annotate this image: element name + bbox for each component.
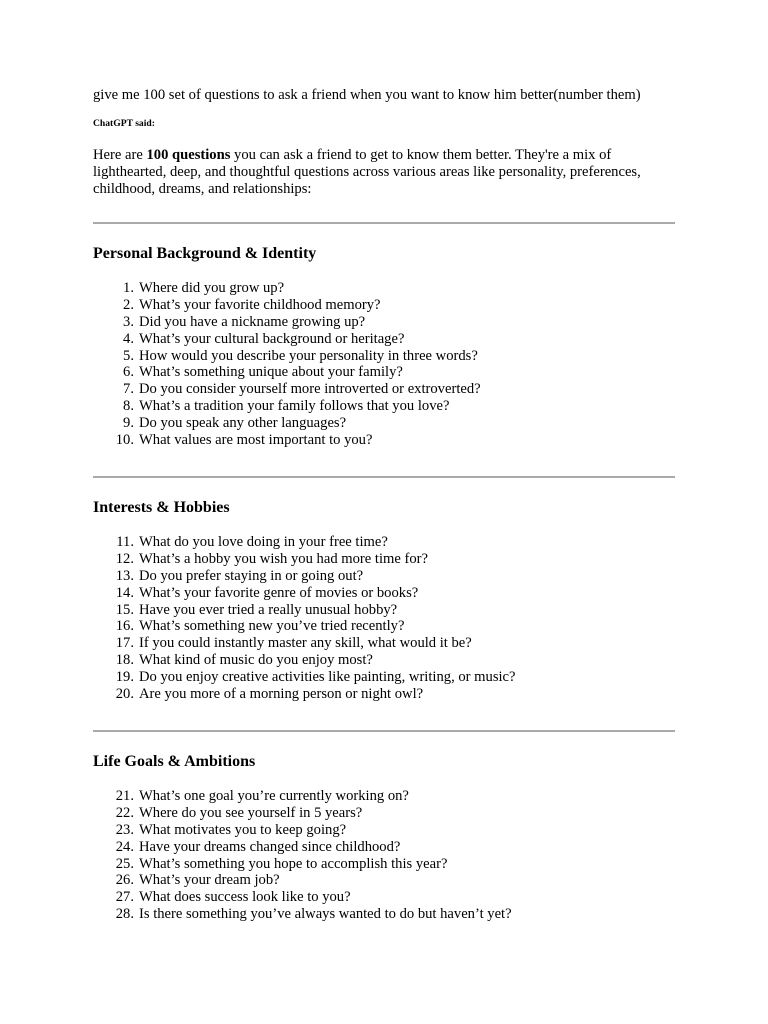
question-text: What’s something new you’ve tried recently? [139, 618, 405, 635]
question-number: 26. [115, 872, 134, 889]
section-title-interests-hobbies: Interests & Hobbies [93, 499, 230, 517]
section-title-personal-background: Personal Background & Identity [93, 245, 317, 263]
intro-paragraph [93, 147, 675, 197]
list-item [93, 280, 675, 297]
question-number: 25. [115, 855, 134, 872]
question-text: Do you enjoy creative activities like painting, writing, or music? [139, 668, 516, 685]
list-item [93, 534, 675, 551]
list-item [93, 872, 675, 889]
question-text: What’s a hobby you wish you had more time for? [139, 551, 428, 568]
question-text: How would you describe your personality in three words? [139, 347, 478, 364]
question-text: What’s one goal you’re currently working on? [139, 788, 409, 805]
question-number: 27. [115, 889, 134, 906]
question-text: Is there something you’ve always wanted to do but haven’t yet? [139, 905, 512, 922]
question-number: 16. [115, 618, 134, 635]
list-item [93, 788, 675, 805]
list-item [93, 381, 675, 398]
question-number: 19. [115, 668, 134, 685]
list-item [93, 398, 675, 415]
list-item [93, 618, 675, 635]
question-text: Where did you grow up? [139, 280, 285, 297]
list-item [93, 551, 675, 568]
question-number: 3. [123, 313, 134, 330]
question-number: 28. [115, 905, 134, 922]
question-text: What’s your favorite childhood memory? [139, 297, 381, 314]
question-text: What motivates you to keep going? [139, 821, 347, 838]
question-number: 5. [123, 347, 134, 364]
intro-text-end: you can ask a friend to get to know them better. They're a mix of lighthearted, deep, and thoughtful questions across various areas like personality, preferences, childhood, dreams, and relationships: [93, 147, 641, 197]
question-text: What’s a tradition your family follows that you love? [139, 397, 450, 414]
list-item [93, 805, 675, 822]
question-number: 8. [123, 397, 134, 414]
question-text: Do you consider yourself more introverted or extroverted? [139, 381, 481, 398]
question-number: 24. [115, 838, 134, 855]
question-number: 14. [115, 584, 134, 601]
question-text: What kind of music do you enjoy most? [139, 651, 373, 668]
question-text: What’s your dream job? [139, 872, 280, 889]
question-number: 9. [123, 414, 134, 431]
question-number: 15. [115, 601, 134, 618]
list-item [93, 348, 675, 365]
question-number: 7. [123, 381, 134, 398]
question-text: What values are most important to you? [139, 431, 373, 448]
intro-text-start: Here are [93, 147, 147, 163]
question-number: 10. [115, 431, 134, 448]
question-text: Where do you see yourself in 5 years? [139, 805, 363, 822]
question-text: What’s something you hope to accomplish this year? [139, 855, 448, 872]
question-text: What’s something unique about your family? [139, 364, 403, 381]
question-number: 12. [115, 551, 134, 568]
list-item [93, 839, 675, 856]
list-item [93, 856, 675, 873]
list-item [93, 364, 675, 381]
list-item [93, 822, 675, 839]
question-text: What’s your favorite genre of movies or books? [139, 584, 419, 601]
question-text: What do you love doing in your free time? [139, 534, 388, 551]
user-prompt: give me 100 set of questions to ask a friend when you want to know him better(number them) [93, 87, 641, 103]
question-text: Have your dreams changed since childhood? [139, 838, 401, 855]
intro-bold-text: 100 questions [146, 147, 231, 163]
list-item [93, 297, 675, 314]
section-divider [93, 476, 675, 478]
question-number: 20. [115, 685, 134, 702]
question-number: 23. [115, 821, 134, 838]
question-number: 22. [115, 805, 134, 822]
question-number: 2. [123, 297, 134, 314]
question-number: 11. [116, 534, 134, 551]
question-number: 1. [123, 280, 134, 297]
question-number: 18. [115, 651, 134, 668]
list-item [93, 331, 675, 348]
list-item [93, 432, 675, 449]
section-divider [93, 222, 675, 224]
document-page [93, 86, 675, 923]
question-text: If you could instantly master any skill, what would it be? [139, 635, 472, 652]
question-text: What does success look like to you? [139, 889, 351, 906]
list-item [93, 602, 675, 619]
section-title-life-goals: Life Goals & Ambitions [93, 753, 256, 771]
question-number: 21. [115, 788, 134, 805]
question-text: Are you more of a morning person or night owl? [139, 685, 424, 702]
question-text: Have you ever tried a really unusual hobby? [139, 601, 398, 618]
question-number: 13. [115, 567, 134, 584]
list-item [93, 669, 675, 686]
list-item [93, 686, 675, 703]
question-text: Do you prefer staying in or going out? [139, 567, 364, 584]
question-number: 17. [115, 635, 134, 652]
list-item [93, 889, 675, 906]
question-list-life-goals [93, 788, 675, 922]
question-text: Did you have a nickname growing up? [139, 313, 366, 330]
list-item [93, 906, 675, 923]
question-list-personal-background [93, 280, 675, 448]
question-text: What’s your cultural background or heritage? [139, 330, 405, 347]
question-text: Do you speak any other languages? [139, 414, 347, 431]
section-divider [93, 730, 675, 732]
list-item [93, 415, 675, 432]
speaker-label: ChatGPT said: [93, 118, 155, 129]
list-item [93, 585, 675, 602]
list-item [93, 652, 675, 669]
list-item [93, 314, 675, 331]
question-list-interests-hobbies [93, 534, 675, 702]
question-number: 6. [123, 364, 134, 381]
list-item [93, 568, 675, 585]
list-item [93, 635, 675, 652]
question-number: 4. [123, 330, 134, 347]
